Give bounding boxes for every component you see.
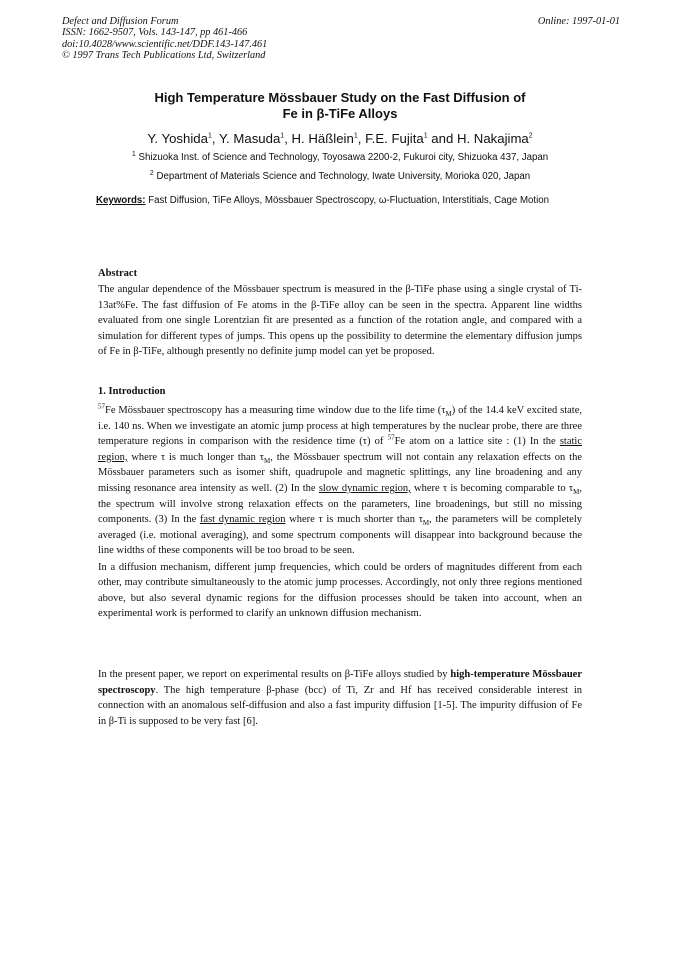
fast-dynamic-region-term: fast dynamic region xyxy=(199,514,286,526)
intro-p1-text: , the Mössbauer spectrum will not contain any relaxation effects on the Mössbauer parameters such as isomer shift, quadrupole and magnetic splittings, any line broadening and any missing resonance area intensity as well. (2) In the xyxy=(98,451,582,494)
isotope-sup: 57 xyxy=(98,402,105,411)
author-list xyxy=(62,131,618,147)
doi-link[interactable]: doi:10.4028/www.scientific.net/DDF.143-147.461 xyxy=(62,38,268,50)
intro-paragraph-3 xyxy=(98,667,582,729)
tau-subscript: M xyxy=(445,410,452,419)
method-term: high-temperature Mössbauer spectroscopy xyxy=(98,669,582,696)
static-region-term: static region, xyxy=(98,436,582,463)
abstract-text: The angular dependence of the Mössbauer spectrum is measured in the β-TiFe phase using a single crystal of Ti-13at%Fe. The fast diffusion of Fe atoms in the β-TiFe alloy can be seen in the spectra. Apparent line widths evaluated from one single Lorentzian fit are presented as a function of the rotation angle, and compared with a simulation for different types of jumps. This opens up the possibility to determine the elementary diffusion jumps of Fe in β-TiFe, although presently no definite jump model can yet be proposed. xyxy=(98,284,582,358)
issn-line: ISSN: 1662-9507, Vols. 143-147, pp 461-466 xyxy=(62,27,248,39)
affiliation-2 xyxy=(62,171,618,183)
slow-dynamic-region-term: slow dynamic region, xyxy=(318,482,411,494)
tau-subscript: M xyxy=(573,488,580,497)
author-separator: and xyxy=(427,131,457,146)
intro-p1-text: , the spectrum will involve strong relaxation effects on the parameters, line broadenings, but still no missing components. (3) In the xyxy=(98,482,583,526)
intro-paragraph-1 xyxy=(98,403,582,559)
tau-subscript: M xyxy=(422,519,430,528)
author-name: H. Nakajima xyxy=(456,131,529,146)
journal-header xyxy=(62,16,620,61)
affiliation-1 xyxy=(62,152,618,164)
keywords-label: Keywords: xyxy=(96,195,146,206)
intro-paragraph-2: In a diffusion mechanism, different jump frequencies, which could be orders of magnitudes different from each other, may contribute simultaneously to the atomic jump processes. Accordingly, not only three regions mentioned above, but also several dynamic regions for the diffusion processes should be taken into account, when an experimental work is performed to clarify an unknown diffusion mechanism. xyxy=(98,562,582,620)
author-name: Y. Masuda xyxy=(218,131,281,146)
intro-p3-text: In the present paper, we report on experimental results on β-TiFe alloys studied by xyxy=(98,669,451,680)
author-separator: , xyxy=(357,131,366,146)
online-date: Online: 1997-01-01 xyxy=(537,16,620,27)
journal-name: Defect and Diffusion Forum xyxy=(62,16,179,27)
author-affiliation-mark: 1 xyxy=(207,132,212,140)
introduction-heading: 1. Introduction xyxy=(98,386,166,397)
author-name: Y. Yoshida xyxy=(147,131,208,146)
keywords xyxy=(96,195,556,208)
affiliation-2-text: Department of Materials Science and Technology, Iwate University, Morioka 020, Japan xyxy=(156,171,531,182)
author-affiliation-mark: 1 xyxy=(280,132,285,140)
author-separator: , xyxy=(284,131,292,146)
intro-p1-text: where τ is much longer than τ xyxy=(127,451,265,463)
intro-p1-text: , the parameters will be completely averaged (i.e. motional averaging), and some spectrum components will disappear into background because the line widths of these components will be too broad to be seen. xyxy=(98,514,582,557)
author-affiliation-mark: 2 xyxy=(528,132,533,140)
affiliation-2-number: 2 xyxy=(149,169,154,177)
author-name: H. Häßlein xyxy=(291,131,354,146)
author-name: F.E. Fujita xyxy=(365,131,424,146)
intro-p1-text: where τ is much shorter than τ xyxy=(285,514,423,526)
author-affiliation-mark: 1 xyxy=(353,132,358,140)
tau-subscript: M xyxy=(264,456,271,465)
intro-p1-text: where τ is becoming comparable to τ xyxy=(410,482,574,494)
isotope-sup: 57 xyxy=(387,433,395,442)
intro-p1-text: ) of the 14.4 keV excited state, i.e. 140 ns. When we investigate an atomic jump process at high temperatures by the nuclear probe, there are three temperature regions in comparison with the residence time (τ) of xyxy=(98,405,582,448)
affiliation-1-text: Shizuoka Inst. of Science and Technology, Toyosawa 2200-2, Fukuroi city, Shizuoka 437, Japan xyxy=(138,152,549,163)
intro-p1-text: Fe atom on a lattice site : (1) In the xyxy=(394,436,560,448)
keywords-text: Fast Diffusion, TiFe Alloys, Mössbauer Spectroscopy, ω-Fluctuation, Interstitials, Cage Motion xyxy=(148,195,550,206)
author-separator: , xyxy=(211,131,219,146)
author-affiliation-mark: 1 xyxy=(423,132,428,140)
abstract-heading: Abstract xyxy=(98,268,138,279)
paper-title xyxy=(90,90,590,122)
intro-p1-text: Fe Mössbauer spectroscopy has a measuring time window due to the life time (τ xyxy=(105,405,446,416)
paper-title-line2: Fe in β-TiFe Alloys xyxy=(282,106,398,121)
intro-p3-text: . The high temperature β-phase (bcc) of Ti, Zr and Hf has received considerable interest in connection with an anomalous self-diffusion and also a fast impurity diffusion [1-5]. The impurity diffusion of Fe in β-Ti is supposed to be very fast [6]. xyxy=(98,684,582,727)
paper-title-line1: High Temperature Mössbauer Study on the Fast Diffusion of xyxy=(154,90,526,105)
copyright-line: © 1997 Trans Tech Publications Ltd, Switzerland xyxy=(62,49,266,61)
affiliation-1-number: 1 xyxy=(131,150,136,158)
